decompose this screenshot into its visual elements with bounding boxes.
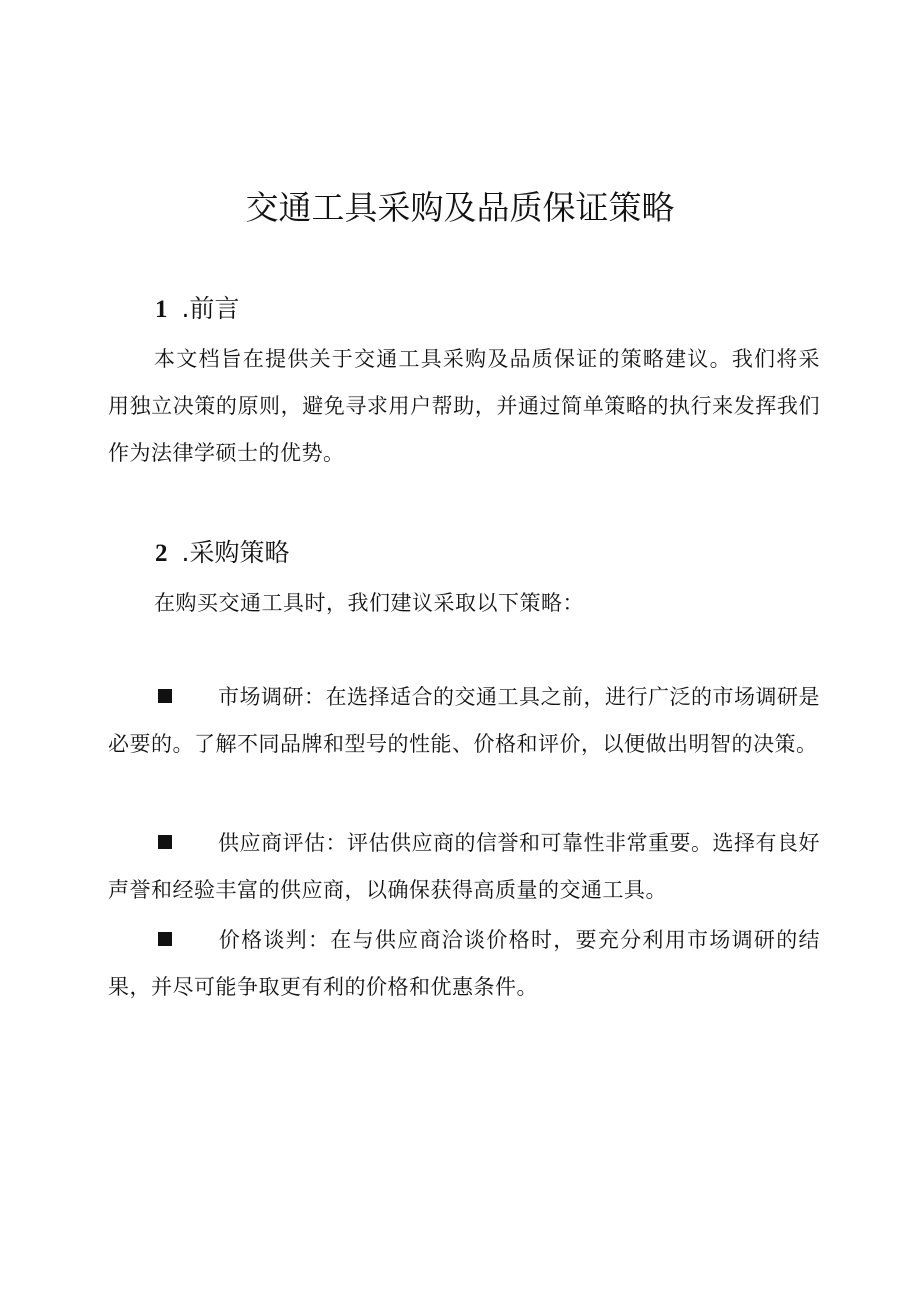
document-title: 交通工具采购及品质保证策略 xyxy=(245,188,675,227)
bullet-item-supplier-evaluation xyxy=(108,820,820,914)
bullet-item-market-research xyxy=(108,674,820,768)
bullet-text: 市场调研：在选择适合的交通工具之前，进行广泛的市场调研是必要的。了解不同品牌和型号的性能、价格和评价，以便做出明智的决策。 xyxy=(108,685,820,756)
bullet-text: 供应商评估：评估供应商的信誉和可靠性非常重要。选择有良好声誉和经验丰富的供应商，以确保获得高质量的交通工具。 xyxy=(108,831,820,902)
preface-paragraph: 本文档旨在提供关于交通工具采购及品质保证的策略建议。我们将采用独立决策的原则，避免寻求用户帮助，并通过简单策略的执行来发挥我们作为法律学硕士的优势。 xyxy=(108,347,820,465)
section-heading-procurement xyxy=(155,536,289,571)
square-bullet-icon xyxy=(158,689,172,703)
bullet-text: 价格谈判：在与供应商洽谈价格时，要充分利用市场调研的结果，并尽可能争取更有利的价格和优惠条件。 xyxy=(108,928,820,999)
procurement-intro: 在购买交通工具时，我们建议采取以下策略： xyxy=(154,591,584,615)
section-title: .采购策略 xyxy=(181,538,290,567)
section-number: 1 xyxy=(155,296,168,323)
section-heading-preface xyxy=(155,292,239,327)
square-bullet-icon xyxy=(158,835,172,849)
bullet-item-price-negotiation xyxy=(108,917,820,1011)
section-title: .前言 xyxy=(181,294,240,323)
square-bullet-icon xyxy=(158,932,172,946)
section-number: 2 xyxy=(155,540,168,567)
